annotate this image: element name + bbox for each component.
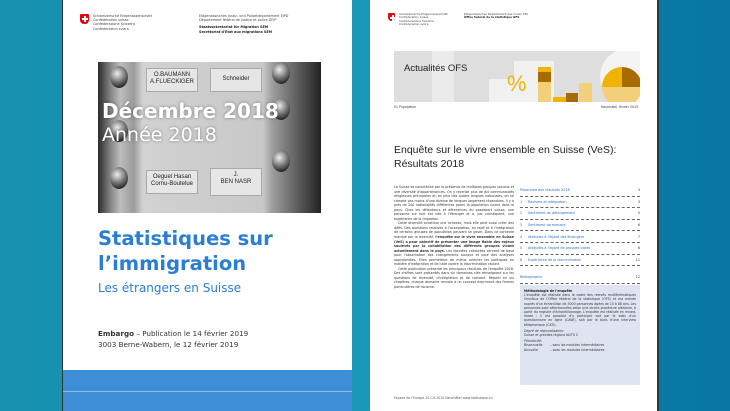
nameplate-text: Oeguel Hasan [152,174,192,180]
intro-text [394,185,514,290]
banner-title: Actualités OFS [404,63,468,74]
header-line: Confederaziun svizra [399,22,429,27]
table-of-contents [520,185,640,284]
toc-num: 6 [520,257,523,262]
bar-graphic [553,97,566,102]
percent-graphic: % [507,71,527,96]
paragraph: Cette publication présente les principaux résultats de l'enquête 2018. Des chiffres sont présentés dans six domaines clés renseignant sur les questions de diversité, d'intégration et de racisme. Réparti en six chapitres, chaque domaine renvoie à un concept exprimant des formes particulières de racisme. [394,266,514,290]
toc-item[interactable] [520,208,640,220]
nameplate-text: A.FLUECKIGER [149,79,194,85]
toc-label: Attitudes à l'égard de groupes cibles [528,246,591,251]
toc-page: 12 [635,275,640,280]
toc-label: Bibliographie [520,275,543,280]
box-label: Degré de régionalisation: [524,328,565,333]
doorbell-button [272,62,290,84]
photo-subtitle: Année 2018 [102,124,217,146]
footer-address: Espace de l'Europe 10 CH-2010 Neuchâtel www.statistique.ch [394,396,493,400]
box-value: – avec les modules intermédiaires [550,347,605,352]
header-line: Confederaziun svizra [93,26,129,31]
place-date: Neuchâtel, février 2019 [600,105,638,109]
toc-label: Sentiment de dérangement [528,211,575,216]
header-line: Secrétariat d'Etat aux migrations SEM [199,29,273,34]
document-title: Enquête sur le vivre ensemble en Suisse (VeS): Résultats 2018 [394,144,617,170]
toc-page: 7 [637,234,640,239]
nameplate-text: Cornu-Boutelue [150,181,194,187]
pie-graphic [602,67,640,102]
header-line: Office fédéral de la statistique OFS [464,15,520,20]
nameplate [146,68,198,92]
title-line: l’immigration [98,252,247,275]
department-header [464,13,528,20]
toc-page: 5 [637,211,640,216]
doorbell-button [272,150,290,172]
box-label: Bisannuelle [524,343,543,348]
toc-item[interactable] [520,272,640,284]
doorbell-button [110,66,128,88]
toc-num: 3 [520,223,523,228]
nameplate-text: J. [233,172,239,178]
header-line: Confederazione Svizzera [93,22,135,27]
header-line: Confédération suisse [399,15,429,20]
confederation-header [93,14,152,31]
box-heading: Méthodologie de l'enquête [524,289,573,293]
toc-page: 6 [637,223,640,228]
title-line: Statistiques sur [98,227,273,250]
toc-page: 11 [635,257,640,262]
report-subtitle: Les étrangers en Suisse [98,281,242,295]
nameplate [210,168,262,196]
header-line: Département fédéral de justice et police DFJP [199,18,277,23]
box-value: – sans les modules intermédiaires [550,343,605,348]
header-line: Staatssekretariat für Migration SEM [199,25,269,30]
toc-label: Expérience de la discrimination [528,257,582,262]
toc-item[interactable] [520,185,640,197]
swiss-flag-icon [80,14,89,24]
header-line: Eidgenössisches Justiz- und Polizeidepartement EJPD [199,14,289,18]
ofs-news-document [370,0,659,411]
toc-page: 8 [637,246,640,251]
header-line: Confederazione Svizzera [399,18,434,23]
header-line: Schweizerische Eidgenossenschaft [399,12,448,16]
section-label: 01 Population [394,105,416,109]
ofs-banner [394,51,640,102]
toc-label: Sentiment de menace [528,223,566,228]
text: Cette diversité constitue une richesse, mais elle peut aussi créer des défis. Des questions relatives à l'acceptation, au rejet et à l'intégration de certains groupes de population peuvent se poser. Dans ce contexte marqué par la diversité, [394,221,514,240]
box-label: Annuelle [524,347,538,352]
confederation-header [399,13,448,27]
nameplate-text: O.BAUMANN [153,72,191,78]
bar-segment [538,72,551,82]
bar-graphic [579,83,592,102]
toc-num: 2 [520,211,523,216]
swiss-flag-icon [388,13,395,21]
toc-label: Racisme et intégration [528,199,567,204]
cover-photo-doorbells [98,62,321,213]
bar-graphic [566,93,578,102]
toc-item[interactable] [520,243,640,255]
toc-page: 3 [637,199,640,204]
nameplate [210,68,262,92]
report-title [98,226,273,276]
department-header [199,14,288,34]
nameplate-text: Schneider [222,76,250,82]
immigration-report-cover [62,0,352,411]
header-line: Eidgenössisches Departement des Innern EDI [464,12,528,16]
methodology-box [520,285,640,385]
embargo-label: Embargo [98,329,135,338]
toc-label: Panorama des résultats 2018 [520,188,570,193]
toc-num: 5 [520,246,523,251]
toc-item[interactable] [520,197,640,209]
footer-band [63,370,352,411]
embargo-info [98,329,248,350]
paragraph [394,221,514,266]
toc-num: 1 [520,199,523,204]
toc-item[interactable] [520,255,640,267]
nameplate [146,170,198,194]
doorbell-button [110,167,128,189]
box-label: Périodicité: [524,339,542,344]
toc-item[interactable] [520,231,640,243]
text: Les données collectées servent de base pour l'observation des changements sociaux et pour des analyses approfondies. Elles permettent de mieux orienter les politiques en matière d'intégration et de lutte contre la discrimination raciale. [394,248,515,267]
header-line: Schweizerische Eidgenossenschaft [93,14,152,18]
box-value: Suisse et grandes régions NUTS 2 [524,333,578,338]
paragraph: La Suisse se caractérise par la présence de multiples groupes sociaux et une diversité d'appartenances. On y recense plus de dix communautés religieuses principales et, en plus des quatre langues nationales, on ne compte pas moins d'une dizaine de langues largement répandues. Il y a près de 200 nationalités différentes parmi la population vivant dans le pays. Chez les détenteurs et détentrices du passeport suisse, une personne sur huit est née à l'étranger et a, par conséquent, une expérience de la migration. [394,185,515,221]
publication-date: – Publication le 14 février 2019 [134,329,249,338]
toc-num: 4 [520,234,523,239]
nameplate-text: BEN NASR [220,179,252,185]
place-date: 3003 Berne-Wabern, le 12 février 2019 [98,339,239,349]
bold-text: l'enquête sur le vivre ensemble en Suisse (VeS) a pour objectif de présenter une image fiable des enjeux soulevés par la cohabitation des différents groupes vivant actuellement dans le pays. [394,235,515,253]
photo-title: Décembre 2018 [102,99,279,123]
toc-page: 3 [637,188,640,193]
header-line: Confédération suisse [93,18,129,23]
box-text: L'enquête est réalisée dans le cadre des relevés multithématiques Omnibus de l'Office fédéral de la statistique (OFS) et est menée auprès d'un échantillon de 3000 personnes âgées de 15 à 88 ans. Les personnes sont sélectionnées selon une stricte procédure aléatoire, à partir du registre d'échantillonnage. L'enquête est réalisée en mixed-mode : il est possible d'y participer soit par le biais d'un questionnaire en ligne (CAWI), soit par le biais d'une interview téléphonique (CATI). [524,293,636,327]
toc-label: Attitudes à l'égard des étrangers [528,234,584,239]
toc-item[interactable] [520,220,640,232]
